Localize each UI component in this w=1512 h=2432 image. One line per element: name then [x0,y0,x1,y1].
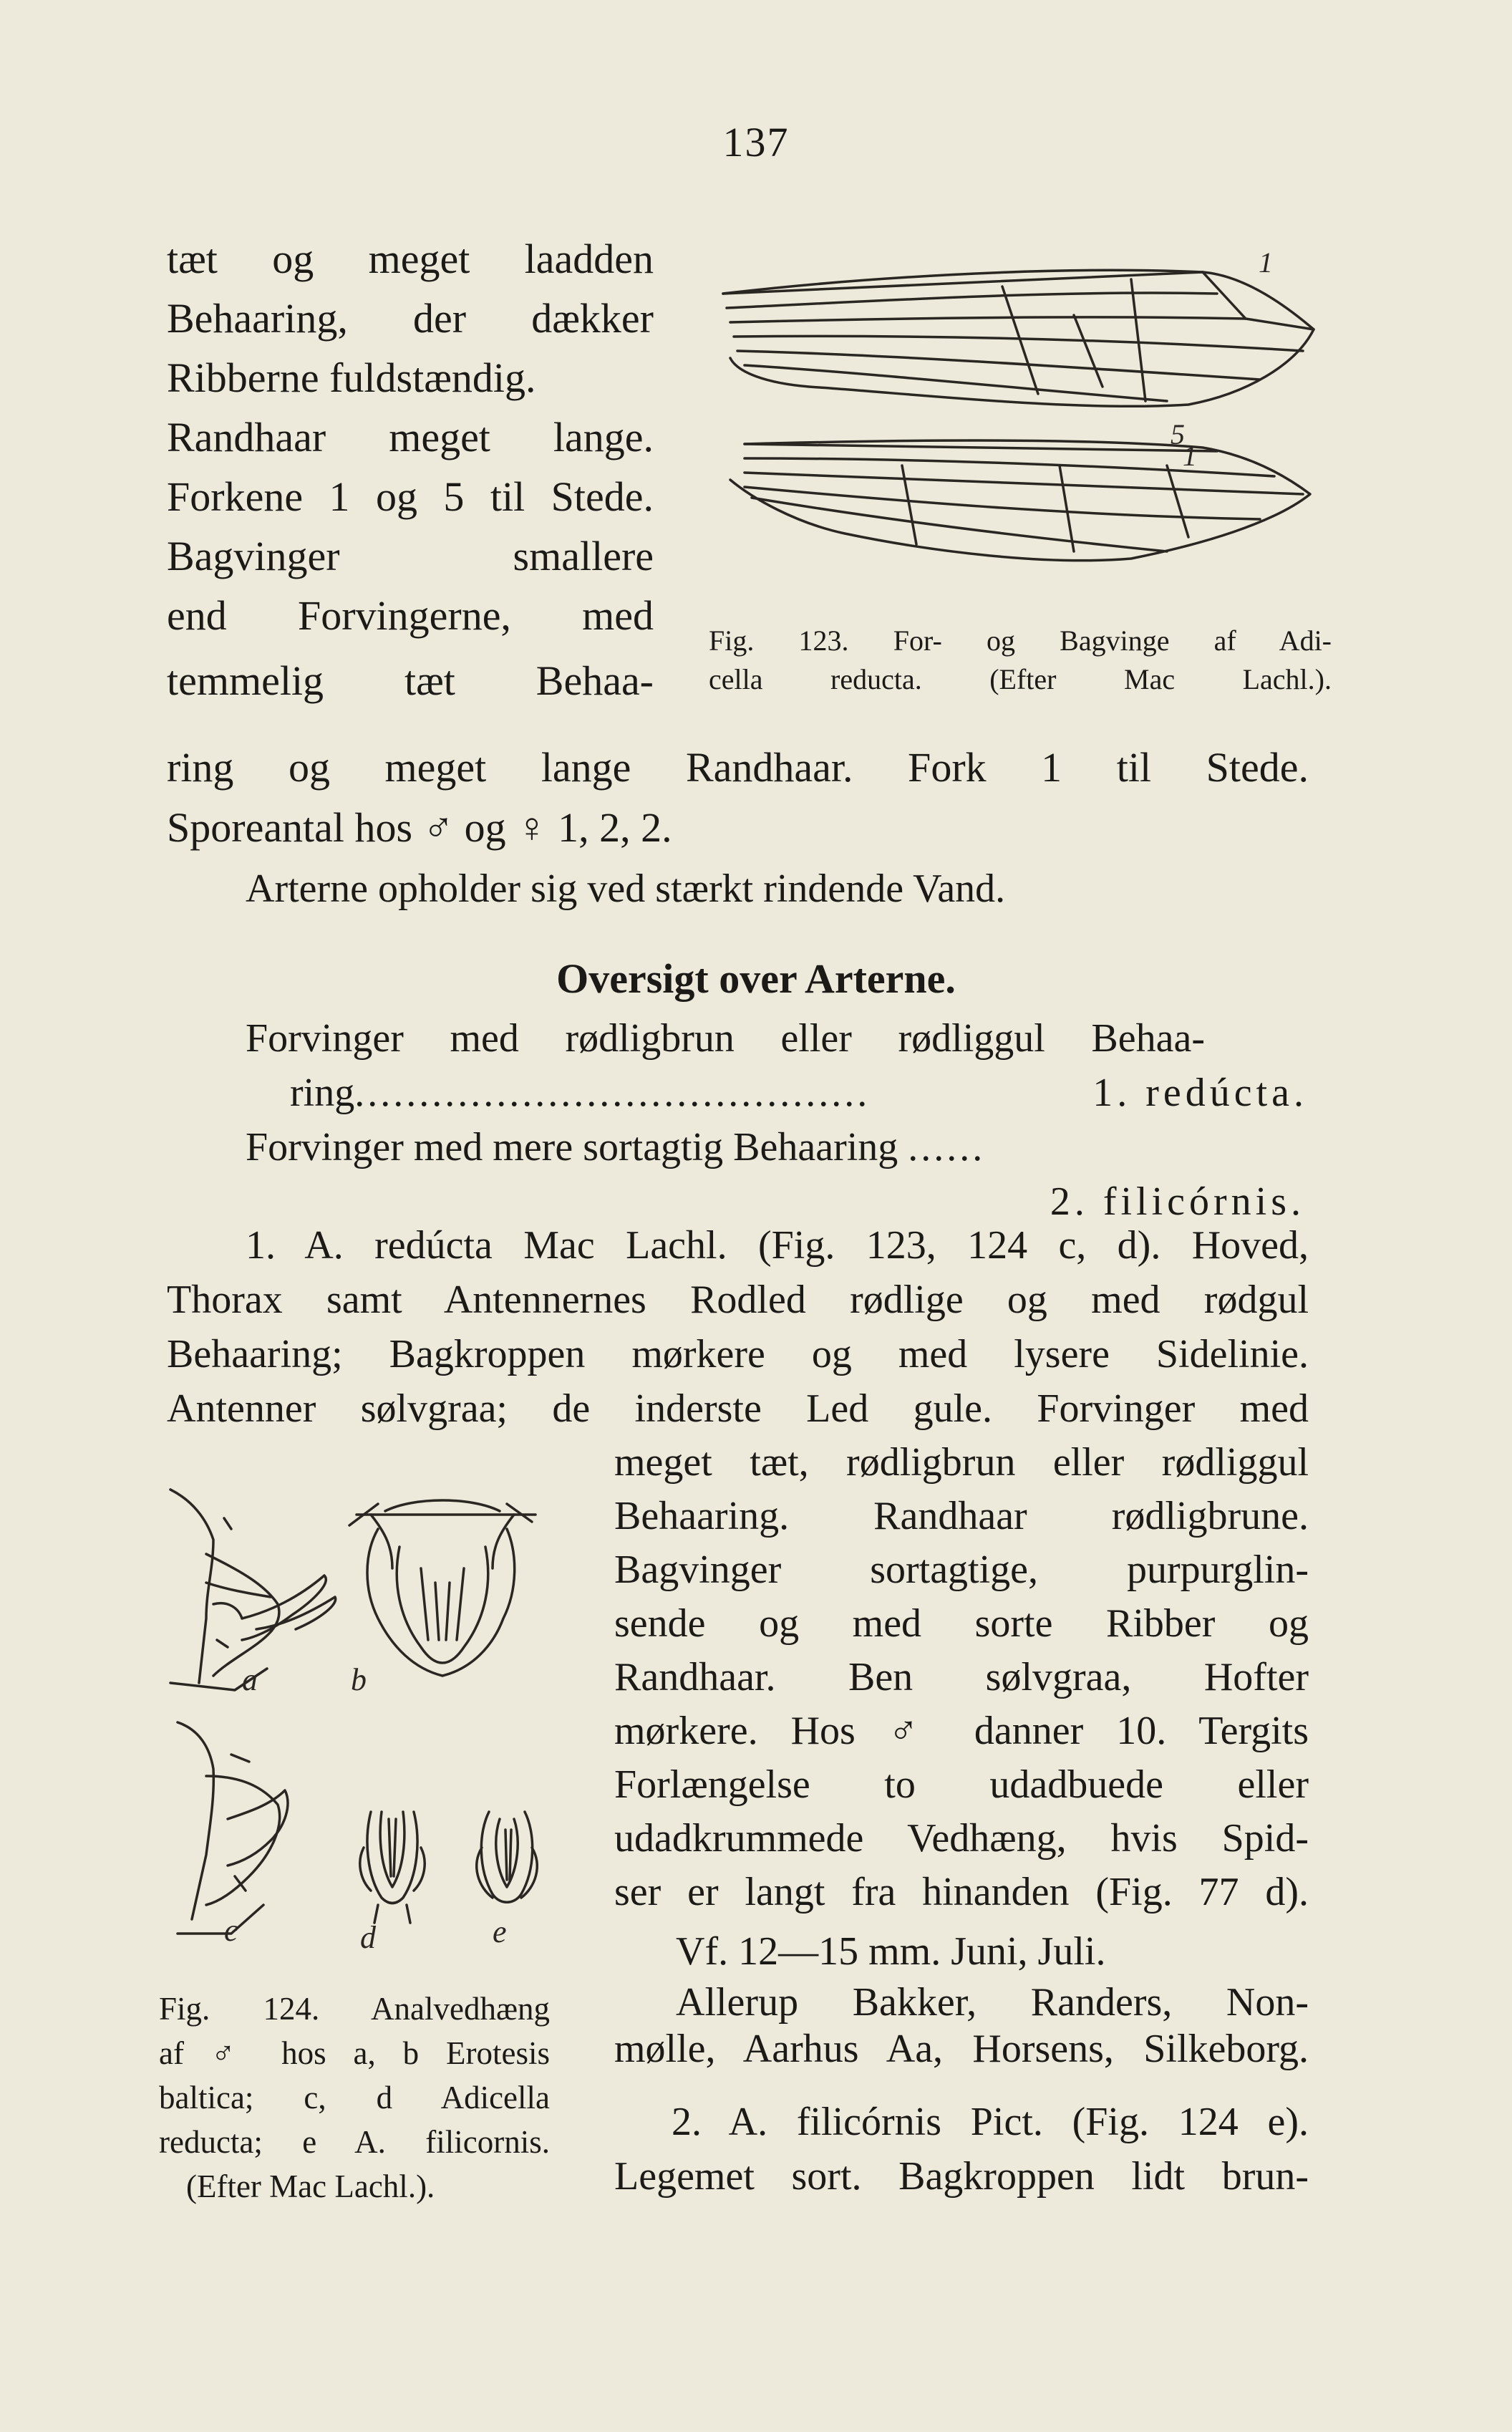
key-ref: 1. redúcta. [1092,1071,1308,1115]
fig123-label-1b: 1 [1183,440,1197,472]
fig124-caption-line: (Efter Mac Lachl.). [186,2168,435,2204]
fig123-label-5: 5 [1171,418,1185,450]
fig124-label-d: d [360,1920,376,1955]
species1-line: Behaaring. Randhaar rødligbrune. [614,1494,1309,1538]
intro-paragraph [167,229,654,705]
species1-line: Antenner sølvgraa; de inderste Led gule. Forvinger med [167,1386,1309,1431]
intro-line: tæt og meget laadden [167,236,654,282]
intro-line: Forkene 1 og 5 til Stede. [167,473,654,520]
key-line-dots: ...... [908,1125,986,1169]
key-line [290,1066,1308,1120]
species1-line: Bagvinger sortagtige, purpurglin- [614,1548,1309,1592]
species1-line: mørkere. Hos ♂ danner 10. Tergits [614,1709,1309,1753]
species1-line: sende og med sorte Ribber og [614,1601,1309,1646]
fig124-caption-line: reducta; e A. filicornis. [159,2124,550,2160]
intro-line: Bagvinger smallere [167,533,654,579]
fig124-caption-line: Fig. 124. Analvedhæng [159,1991,550,2027]
species2-paragraph [614,2095,1309,2204]
species1-right-column [614,1436,1309,2074]
key-ref: 2. filicórnis. [1050,1179,1305,1224]
intro-line: ring og meget lange Randhaar. Fork 1 til Stede. [167,744,1309,791]
key-heading: Oversigt over Arterne. [556,955,956,1002]
key-line-text: Forvinger med mere sortagtig Behaaring [246,1125,898,1169]
fig123-caption-line: cella reducta. (Efter Mac Lachl.). [709,663,1332,695]
intro-line: temmelig tæt Behaa- [167,657,654,704]
key-line-dots: ........................................ [354,1071,871,1115]
species1-localities: Allerup Bakker, Randers, Non- [676,1980,1309,2025]
fig124-drawings [163,1475,564,1955]
intro-line: end Forvingerne, med [167,592,654,639]
species1-line: 1. A. redúcta Mac Lachl. (Fig. 123, 124 c, d). Hoved, [246,1223,1309,1268]
species1-line: meget tæt, rødligbrun eller rødliggul [614,1440,1309,1485]
key-line [246,1120,1309,1174]
species2-line: Legemet sort. Bagkroppen lidt brun- [614,2154,1309,2199]
fig124-label-a: a [242,1662,258,1697]
species1-size: Vf. 12—15 mm. Juni, Juli. [676,1929,1106,1974]
species1-line: Randhaar. Ben sølvgraa, Hofter [614,1655,1309,1699]
intro-line: Behaaring, der dækker [167,295,654,342]
key-line-text: ring [290,1071,355,1115]
fig124-label-e: e [493,1914,507,1949]
species1-line: udadkrummede Vedhæng, hvis Spid- [614,1816,1309,1861]
species1-line: Thorax samt Antennernes Rodled rødlige og med rødgul [167,1278,1309,1322]
species2-line: 2. A. filicórnis Pict. (Fig. 124 e). [672,2100,1309,2144]
habitat-line: Arterne opholder sig ved stærkt rindende Vand. [246,867,1006,911]
fig123-wing-drawing [702,246,1332,580]
fig123-caption-line: Fig. 123. For- og Bagvinge af Adi- [709,624,1332,657]
species1-line: ser er langt fra hinanden (Fig. 77 d). [614,1870,1309,1914]
intro-line: Ribberne fuldstændig. [167,354,536,401]
species1-paragraph [167,1218,1309,1436]
species1-line: Forlængelse to udadbuede eller [614,1762,1309,1807]
fig124-caption [159,1987,550,2209]
fig123-label-1: 1 [1259,246,1273,279]
page-number: 137 [722,119,790,165]
species1-localities: mølle, Aarhus Aa, Horsens, Silkeborg. [614,2027,1309,2071]
intro-continuation [167,738,1309,858]
key-line: Forvinger med rødligbrun eller rødliggul Behaa- [246,1016,1205,1061]
species1-line: Behaaring; Bagkroppen mørkere og med lysere Sidelinie. [167,1332,1309,1376]
fig124-label-b: b [351,1662,367,1697]
fig124-caption-line: af ♂ hos a, b Erotesis [159,2035,550,2071]
fig124-caption-line: baltica; c, d Adicella [159,2080,550,2115]
fig124-label-c: c [224,1913,238,1948]
intro-line: Randhaar meget lange. [167,414,654,460]
key-list [246,1011,1309,1229]
fig123-caption [709,622,1332,699]
intro-line: Sporeantal hos ♂ og ♀ 1, 2, 2. [167,804,672,851]
